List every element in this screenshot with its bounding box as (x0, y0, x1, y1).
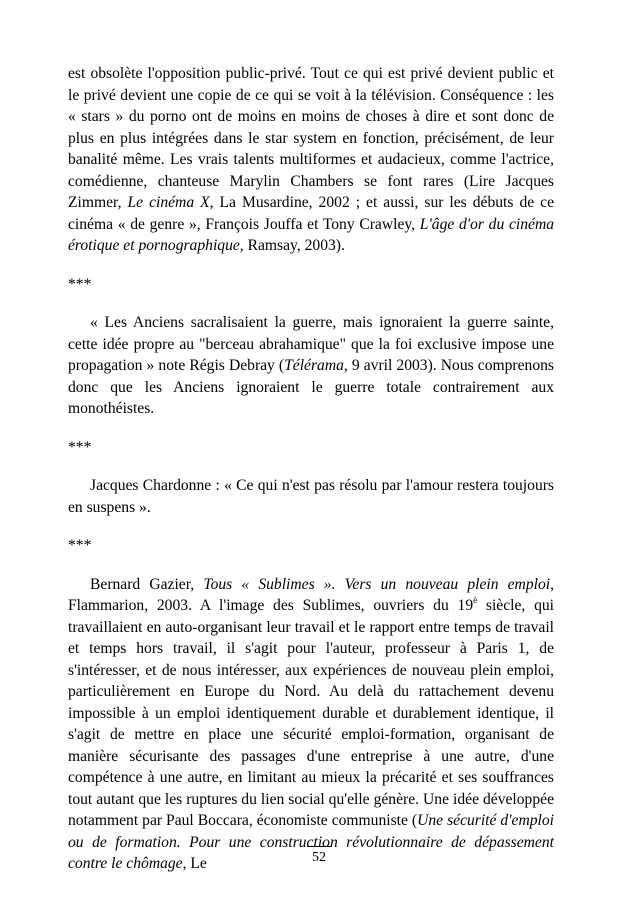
section-separator: *** (68, 537, 92, 554)
book-title: Tous « Sublimes ». Vers un nouveau plein emploi (203, 575, 551, 593)
paragraph-text: « Les Anciens sacralisaient la guerre, mais ignoraient la guerre sainte, cette idée propre au "berceau abrahamique" que la foi exclusive impose une propagation » note Régis Debray ( (68, 314, 554, 374)
paragraph-text: Bernard Gazier, (90, 575, 204, 593)
paragraph-text: , La Musardine, 2002 ; et aussi, sur les débuts de ce cinéma « de genre », François Jouffa et Tony Crawley, (68, 194, 554, 233)
section-separator: *** (68, 438, 92, 456)
page-footer (0, 846, 638, 867)
publication-title: Télérama (284, 357, 344, 374)
paragraph-text: siècle, qui travaillaient en auto-organisant leur travail et le rapport entre temps de travail et temps hors travail, il s'agit pour l'auteur, professeur à Paris 1, de s'intéresser, et de nous intéresser, aux expériences de nouveau plein emploi, particulièrement en Europe du Nord. Au delà du rattachement devenu impossible à un emploi identiquement durable et durablement identique, il s'agit de mettre en place une sécurité emploi-formation, organisant de manière sécurisante des passages d'une entreprise à une autre, d'une compétence à une autre, en limitant au mieux la précarité et ses souffrances tout autant que les ruptures du lien social qu'elle génère. Une idée développée notamment par Paul Boccara, économiste communiste ( (68, 597, 554, 829)
book-title: Le cinéma X (127, 194, 210, 211)
paragraph-text: , Flammarion, 2003. A l'image des Sublimes, ouvriers du 19 (68, 575, 554, 614)
page-number: 52 (312, 850, 326, 865)
paragraph-2 (68, 312, 554, 420)
paragraph-4 (68, 574, 554, 875)
paragraph-text: Jacques Chardonne : « Ce qui n'est pas résolu par l'amour restera toujours en suspens ». (68, 477, 554, 516)
book-title: L'âge d'or du cinéma érotique et pornographique, (68, 215, 555, 254)
document-page (68, 63, 554, 875)
section-separator: *** (68, 275, 92, 293)
paragraph-1 (68, 63, 554, 257)
paragraph-3 (68, 475, 554, 518)
paragraph-text: , 9 avril 2003). Nous comprenons donc que les Anciens ignoraient le guerre totale contrairement aux monothéistes. (68, 357, 554, 417)
book-title: Une sécurité d'emploi ou de formation. Pour une construction révolutionnaire de dépassement contre le chômage (68, 812, 554, 872)
paragraph-text: est obsolète l'opposition public-privé. Tout ce qui est privé devient public et le privé devient une copie de ce qui se voit à la télévision. Conséquence : les « stars » du porno ont de moins en moins de choses à dire et sont donc de plus en plus intégrées dans le star system en fonction, précisément, de leur banalité même. Les vrais talents multiformes et audacieux, comme l'actrice, comédienne, chanteuse Marylin Chambers se font rares (Lire Jacques Zimmer, (68, 65, 554, 211)
paragraph-text: , Le (182, 855, 207, 872)
footer-rule (307, 846, 331, 847)
superscript: è (473, 595, 478, 605)
paragraph-text: Ramsay, 2003). (243, 237, 345, 254)
